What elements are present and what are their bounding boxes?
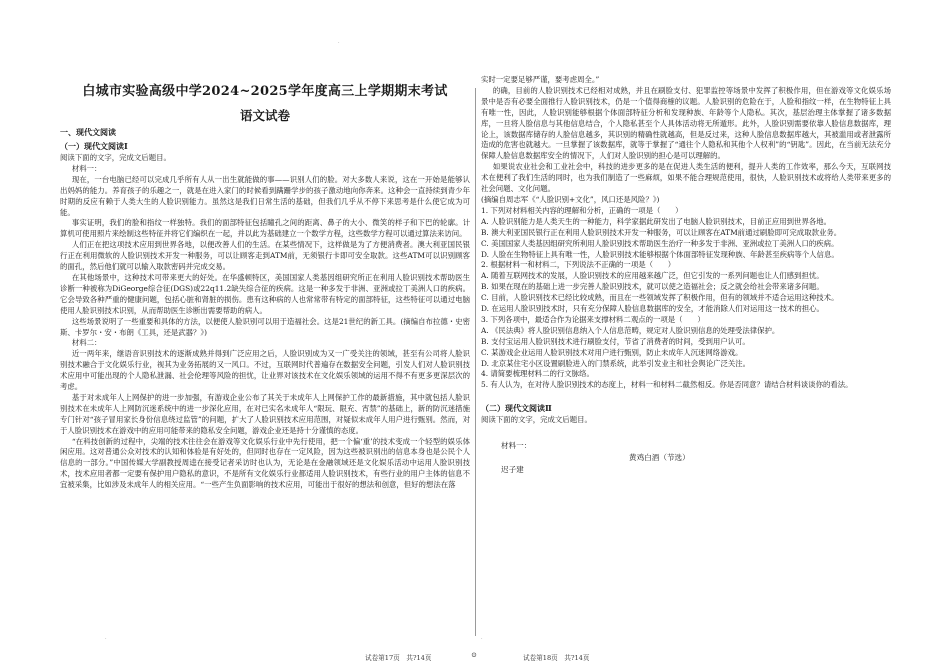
question-5: 5. 有人认为，在对待人脸识别技术的态度上，材料一和材料二截然相反。你是否同意？请结合材料谈谈你的看法。 [481,380,853,390]
question-1-option-a: A. 人脸识别能力是人类天生的一种能力，科学家据此研发出了电脑人脸识别技术，目前正应用到世界各地。 [481,216,832,226]
question-3-option-a: A. 《民法典》将人脸识别信息纳入个人信息范畴，规定对人脸识别信息的处理受法律保护。 [481,325,780,335]
question-3: 3. 下列各项中，最适合作为论据来支撑材料二观点的一项是（ ） [481,314,705,324]
question-2-option-d: D. 在运用人脸识别技术时，只有充分保障人脸信息数据库的安全，才能消除人们对运用这一技术的担心。 [481,304,824,314]
bottom-dot-mark-right: · [481,636,483,642]
question-3-option-b: B. 支付宝运用人脸识别技术进行刷脸支付，节省了消费者的时间，受到用户认可。 [481,336,750,346]
question-3-option-d: D. 北京某住宅小区设置刷脸进入的门禁系统，此举引发业主和社会舆论广泛关注。 [481,358,751,368]
question-1-option-d: D. 人脸在生物特征上具有唯一性，人脸识别技术能够根据个体面部特征发现种族、年龄甚至疾病等个人信息。 [481,249,839,259]
material-2-paragraph: 基于对未成年人上网保护的进一步加强，有游戏企业公布了其关于未成年人上网保护工作的最新措施，其中就包括人脸识别技术在未成年人上网防沉迷系统中的进一步深化应用，在对已实名未成年人“限玩、限充、宵禁”的基础上，新的防沉迷措施专门针对“孩子冒用家长身份信息绕过监管”的问题，扩大了人脸识别技术应用范围，对疑似未成年人用户进行甄别。然而，对于人脸识别技术在游戏中的应用可能带来的隐私安全问题，游戏企业还是持十分谨慎的态度。 [60,392,470,435]
paper-name: 语文试卷 [239,108,290,123]
material-2-label: 材料二： [71,338,102,348]
question-2-option-a: A. 随着互联网技术的发展，人脸识别技术的应用越来越广泛，但它引发的一系列问题也让人们感到担忧。 [481,271,824,281]
column-divider [475,88,476,636]
material-1-paragraph: 人们正在把这项技术应用到世界各地，以便改善人们的生活。在某些情况下，这样做是为了方便消费者。澳大利亚国民银行正在利用微软的人脸识别技术开发一种服务，可以让顾客走到ATM前，无须银行卡即可安全取款。这些ATM可以识别顾客的面孔，然后他们就可以输入取款密码并完成交易。 [60,240,470,272]
material-1-paragraph: 事实证明，我们的脸和指纹一样独特。我们的面部特征包括瞳孔之间的距离、鼻子的大小、微笑的样子和下巴的轮廓。计算机可使用照片来绘制这些特征并将它们编织在一起，并以此为基础建立一个数学方程，这些数学方程可以通过算法来访问。 [60,218,470,239]
material-2-paragraph: “在科技创新的过程中，尖端的技术往往会在游戏等文化娱乐行业中先行使用，把一个偏‘重’的技术变成一个轻型的娱乐体闲应用。这对普通公众对技术的认知和体验是有好处的，但同时也存在一定风险，因为这些被识别出的信息本身也是公民个人信息的一部分。”中国传媒大学副教授周逵在接受记者采访时也认为，无论是在金融领域还是文化娱乐活动中运用人脸识别技术，技术应用者都一定要有保护用户隐私的意识，不是所有文化娱乐行业都适用人脸识别技术，有些行业的用户主体的信息不宜被采集，比如涉及未成年人的相关应用。“一些产生负面影响的技术应用，可能出于很好的想法和创意，但好的想法在落 [60,436,470,490]
question-1: 1. 下列对材料相关内容的理解和分析，正确的一项是（ ） [481,205,683,215]
material-2-source: (摘编自周志军《“人脸识别+文化”，风口还是风险？》) [481,194,660,204]
question-3-option-c: C. 某游戏企业运用人脸识别技术对用户进行甄别，防止未成年人沉迷网络游戏。 [481,347,743,357]
subsection-heading-2: （二）现代文阅读Ⅱ [481,403,552,414]
right-column [481,75,891,476]
instruction-text-2: 阅读下面的文字，完成文后题目。 [481,415,592,425]
material-1-paragraph: 这些场景说明了一些重要和具体的方法，以便使人脸识别可以用于造福社会。这是21世纪的新工具。(摘编自布拉德・史密斯、卡罗尔・安・布朗《工具，还是武器？》) [60,316,470,337]
material-3-label: 材料一： [501,441,532,451]
exam-title: 白城市实验高级中学2024~2025学年度高三上学期期末考试 [82,84,448,99]
page-separator-icon: ⊙ [471,651,477,659]
question-2-option-b: B. 如果在现在的基础上进一步完善人脸识别技术，就可以使之造福社会；反之就会给社会带来诸多问题。 [481,282,824,292]
material-2-paragraph: 近一两年来，继语音识别技术的逐渐成熟并得到广泛应用之后，人脸识别成为又一广受关注的领域，甚至有公司将人脸识别技术融合于文化娱乐行业，视其为业务拓展的又一风口。不过，互联网时代普遍存在数据安全问题，引发人们对人脸识别技术应用中可能出现的个人隐私泄漏、社会伦理等风险的担忧，让业界对该技术在文化娱乐领域的运用不得不有更多更深层次的考虑。 [60,349,470,392]
section-heading: 一、现代文阅读 [60,127,116,137]
material-1-label: 材料一： [71,163,102,173]
material-1-paragraph: 现在，一台电脑已经可以完成几乎所有人从一出生就能做的事——识别人们的脸。对大多数人来说，这在一开始是能够认出妈妈的能力。养育孩子的乐趣之一，就是在进入家门的时候看到蹒跚学步的孩子激动地向你奔来。这种会一直持续到青少年时期的反应有赖于人类大生的人脸识别能力。虽然这是我们日常生活的基础，但我们几乎从不停下来思考是什么使它成为可能。 [60,174,470,217]
material-1-paragraph: 在其他场景中，这种技术可带来更大的好处。在华盛顿特区，美国国家人类基因组研究所正在利用人脸识别技术帮助医生诊断一种被称为DiGeorge综合征(DGS)或22q11.2缺失综合征的疾病。这是一种多发于非洲、亚洲或拉丁美洲人口的疾病。它会导致各种严重的健康问题，包括心脏和肾脏的损伤。患有这种病的人也常常带有特定的面部特征，这些特征可以通过电脑使用人脸识别技术识别，从而帮助医生诊断出需要帮助的病人。 [60,272,470,315]
left-column [60,125,470,491]
instruction-text: 阅读下面的文字，完成文后题目。 [60,153,171,162]
footer-page-right: 试卷第18页 共?14页 [523,654,590,662]
top-dot-mark: · [338,40,340,46]
story-author: 迟子建 [501,465,524,475]
material-2-continuation: 实时一定要足够严谨，要考虑周全。” [481,75,600,84]
material-2-paragraph: 的确，目前的人脸识别技术已经相对成熟，并且在刷脸支付、犯罪监控等场景中发挥了积极作用，但在游戏等文化娱乐场景中是否有必要全面推行人脸识别技术，仍是一个值得商榷的议题。人脸识别的危险在于，人脸和指纹一样，在生物特征上具有唯一性，因此，人脸识别能够根据个体面部特征分析和发现种族、年龄等个人隐私。其次，基层治理主体掌握了诸多数据库，一旦将人脸信息与其他信息结合，个人隐私甚至个人具体活动将无所遁形。此外，人脸识别需要依靠人脸信息数据库，理论上，该数据库储存的人脸信息越多，其识别的精确性就越高，但是反过来，这种人脸信息数据库越大，其被滥用或者泄露所造成的危害也就越大。一旦掌握了该数据库，就等于掌握了“通往个人隐私和其他个人权利”的“钥匙”。因此，在当前无法充分保障人脸信息数据库安全的情况下，人们对人脸识别的担心是可以理解的。 [481,85,891,161]
question-4: 4. 请简要梳理材料二的行文脉络。 [481,369,594,379]
footer-page-left: 试卷第17页 共?14页 [365,654,432,662]
material-2-paragraph: 如果说农业社会和工业社会中，科技的进步更多的是在促进人类生活的便利，提升人类的工作效率，那么今天，互联网技术在便利了我们生活的同时，也为我们制造了一些麻烦，如果不能合理规范使用，很快，人脸识别技术或将给人类带来更多的社会问题、文化问题。 [481,162,891,194]
story-title: 黄鸡白酒（节选） [629,453,690,463]
subsection-heading: （一）现代文阅读Ⅰ [60,141,128,151]
question-2: 2. 根据材料一和材料二，下列说法不正确的一项是（ ） [481,260,676,270]
bottom-dot-mark-left: · [105,636,107,642]
question-1-option-b: B. 澳大利亚国民银行正在利用人脸识别技术开发一种服务，可以让顾客在ATM前通过刷脸即可完成取款业务。 [481,227,842,237]
question-2-option-c: C. 目前，人脸识别技术已经比较成熟，而且在一些领域发挥了积极作用，但有的领域并不适合运用这种技术。 [481,293,839,303]
question-1-option-c: C. 美国国家人类基因组研究所利用人脸识别技术帮助医生治疗一种多发于非洲、亚洲或拉丁美洲人口的疾病。 [481,238,839,248]
